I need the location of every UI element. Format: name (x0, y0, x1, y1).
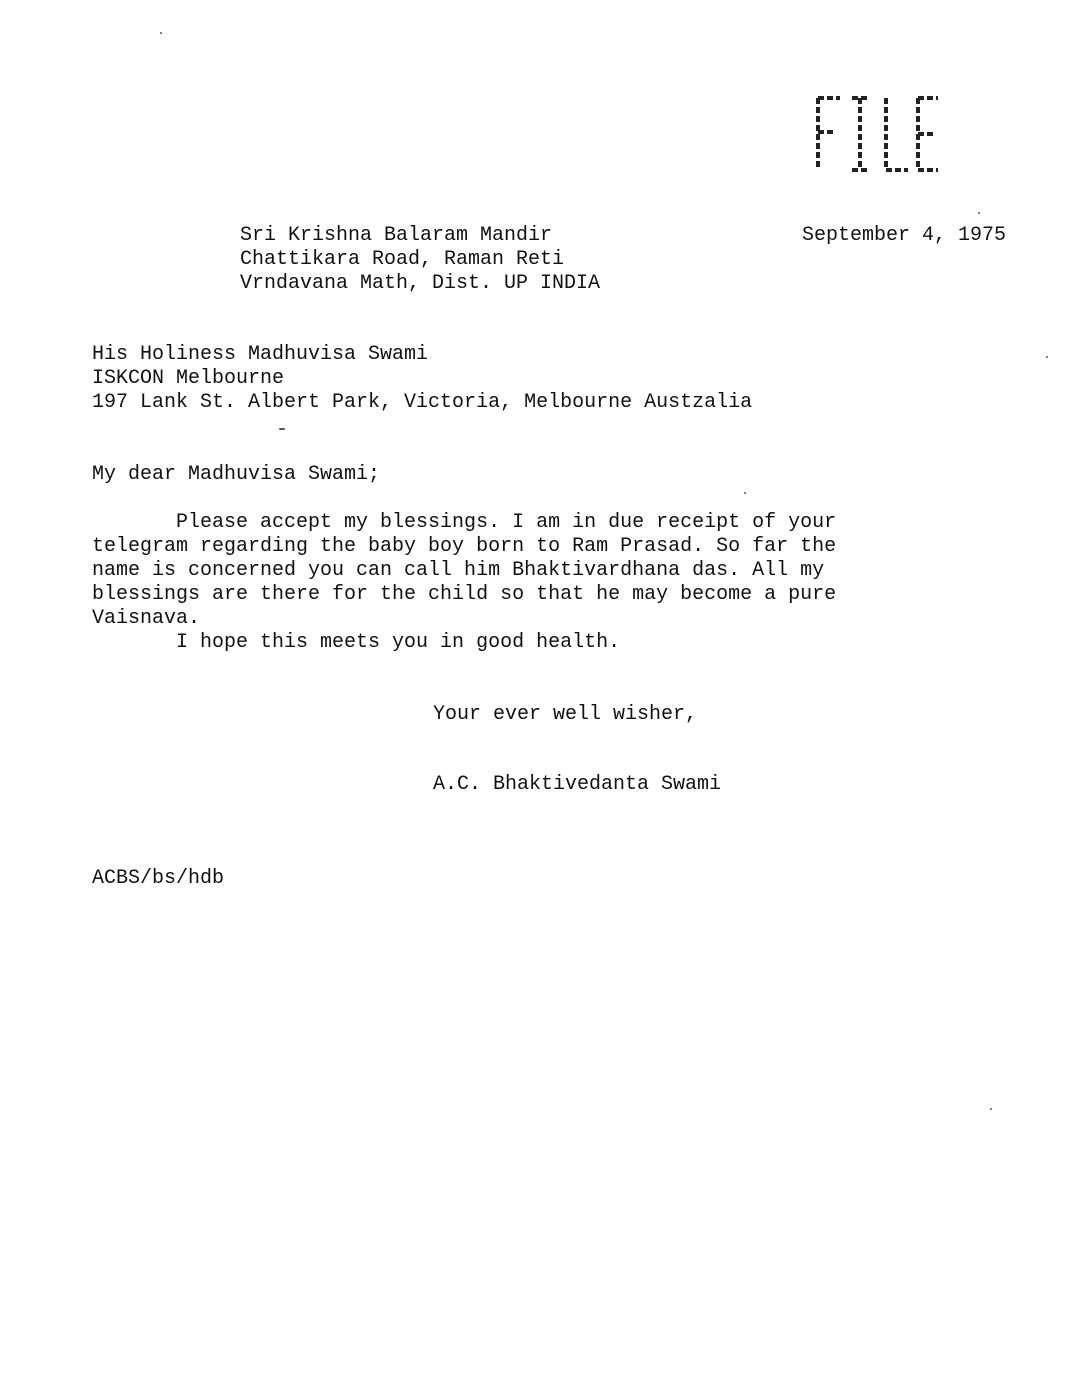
scan-speck (279, 428, 285, 430)
closing: Your ever well wisher, (433, 703, 698, 726)
body-line: I hope this meets you in good health. (92, 631, 621, 654)
signature-name: A.C. Bhaktivedanta Swami (433, 773, 722, 796)
recipient-address-line: 197 Lank St. Albert Park, Victoria, Melbourne Austzalia (92, 391, 753, 414)
body-line: Please accept my blessings. I am in due receipt of your (92, 511, 837, 534)
sender-address (240, 224, 601, 344)
sender-address-line: Chattikara Road, Raman Reti (240, 248, 565, 271)
sender-address-line: Vrndavana Math, Dist. UP INDIA (240, 272, 601, 295)
body-line: name is concerned you can call him Bhaktivardhana das. All my (92, 559, 825, 582)
scan-speck (990, 1108, 992, 1110)
reference-initials: ACBS/bs/hdb (92, 867, 225, 890)
salutation: My dear Madhuvisa Swami; (92, 463, 381, 486)
body-line: Vaisnava. (92, 607, 201, 630)
scan-speck (744, 492, 746, 494)
file-stamp (810, 92, 942, 178)
letter-date: September 4, 1975 (802, 224, 1007, 247)
body-line: blessings are there for the child so that he may become a pure (92, 583, 837, 606)
scan-speck (160, 32, 162, 34)
scan-speck (1046, 356, 1048, 358)
scan-speck (978, 212, 980, 214)
recipient-address-line: ISKCON Melbourne (92, 367, 285, 390)
body-line: telegram regarding the baby boy born to Ram Prasad. So far the (92, 535, 837, 558)
recipient-address-line: His Holiness Madhuvisa Swami (92, 343, 429, 366)
letter-body (92, 511, 837, 703)
sender-address-line: Sri Krishna Balaram Mandir (240, 224, 553, 247)
recipient-address (92, 343, 753, 463)
